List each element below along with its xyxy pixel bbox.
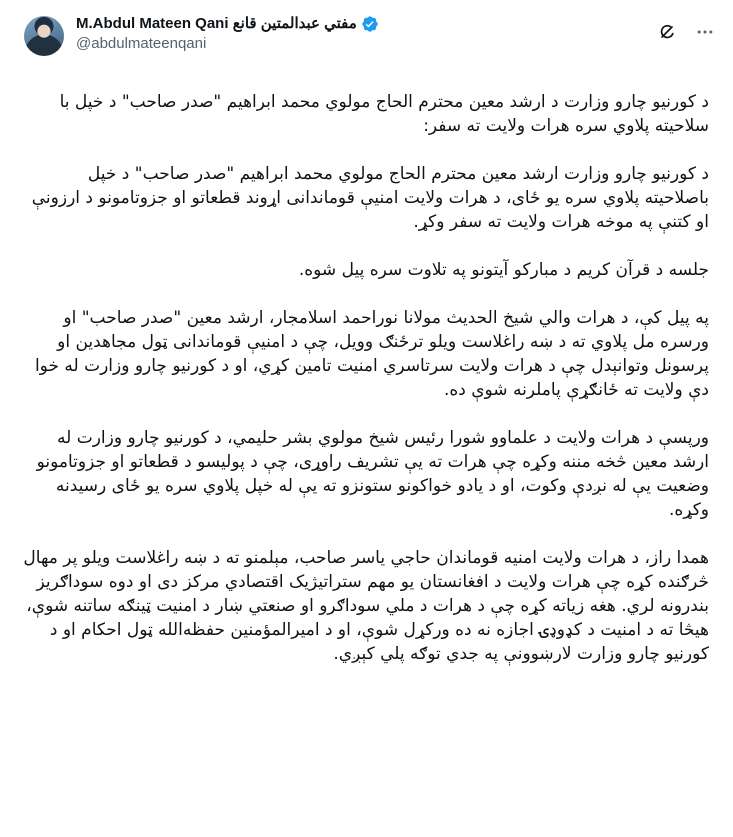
avatar[interactable] [24,16,64,56]
more-icon[interactable] [695,22,715,42]
post-paragraph: همدا راز، د هرات ولایت امنیه قوماندان حاجي یاسر صاحب، مېلمنو ته د ښه راغلاست ویلو پر مهال څرګنده کړه چې هرات ولایت د افغانستان یو مهم ستراتیژیک اقتصادي مرکز دی او دوه سوداګریز بندرونه لري. هغه زیاته کړه چې د هرات د ملي سوداګرو او صنعتي ښار د امنیت ټینګه ساتنه شوې، هیڅا ته د امنیت د کډوډۍ اجازه نه ده ورکړل شوې، او د امیرالمؤمنین حفظه‌الله ټول احکام او د کورنیو چارو وزارت لارښوونې په جدي توګه پلي کېږي. [23,548,709,664]
display-name-row [76,14,657,34]
post-paragraph: په پیل کې، د هرات والي شیخ الحدیث مولانا نوراحمد اسلامجار، ارشد معین "صدر صاحب" او ورسره مل پلاوي ته د ښه راغلاست ویلو ترځنګ وویل، چې د امنیې قوماندانی ټول مجاهدین او پرسونل وتوانېدل چې د هرات ولایت سرتاسري امنیت تامین کړي، او د کورنیو چارو وزارت له خوا دې ولایت ته ځانګړې پاملرنه شوې ده. [34,308,709,400]
post-paragraph: د کورنیو چارو وزارت ارشد معین محترم الحاج مولوي محمد ابراهیم "صدر صاحب" د خپل باصلاحیته پلاوي سره یو ځای، د هرات ولایت امنیې قوماندانی اړوند قطعاتو او جزوتامونو د ارزونې او کتنې په موخه هرات ولایت ته سفر وکړ. [31,164,709,232]
author-block [76,14,657,54]
post-paragraph: د کورنیو چارو وزارت د ارشد معین محترم الحاج مولوي محمد ابراهیم "صدر صاحب" د خپل با سلاحیته پلاوي سره هرات ولایت ته سفر: [59,92,709,136]
post-paragraph: ورپسې د هرات ولایت د علماوو شورا رئیس شیخ مولوي بشر حلیمي، د کورنیو چارو وزارت له ارشد معین څخه مننه وکړه چې هرات ته یې تشریف راوړی، چې د پولیسو د قطعاتو او جزوتامونو وضعیت یې له نږدې وکوت، او د یادو خواکونو ستونزو ته یې له خپل پلاوي سره یو ځای رسیدنه وکړه. [36,428,709,520]
post-actions [657,22,715,42]
post-text [16,90,717,666]
author-handle[interactable]: @abdulmateenqani [76,35,207,52]
grok-icon[interactable] [657,22,677,42]
post-header [16,12,717,68]
author-display-name[interactable]: M.Abdul Mateen Qani مفتي عبدالمتین قانع [76,15,357,32]
post-paragraph: جلسه د قرآن کریم د مبارکو آیتونو په تلاوت سره پیل شوه. [298,260,709,280]
verified-badge-icon [361,15,379,33]
